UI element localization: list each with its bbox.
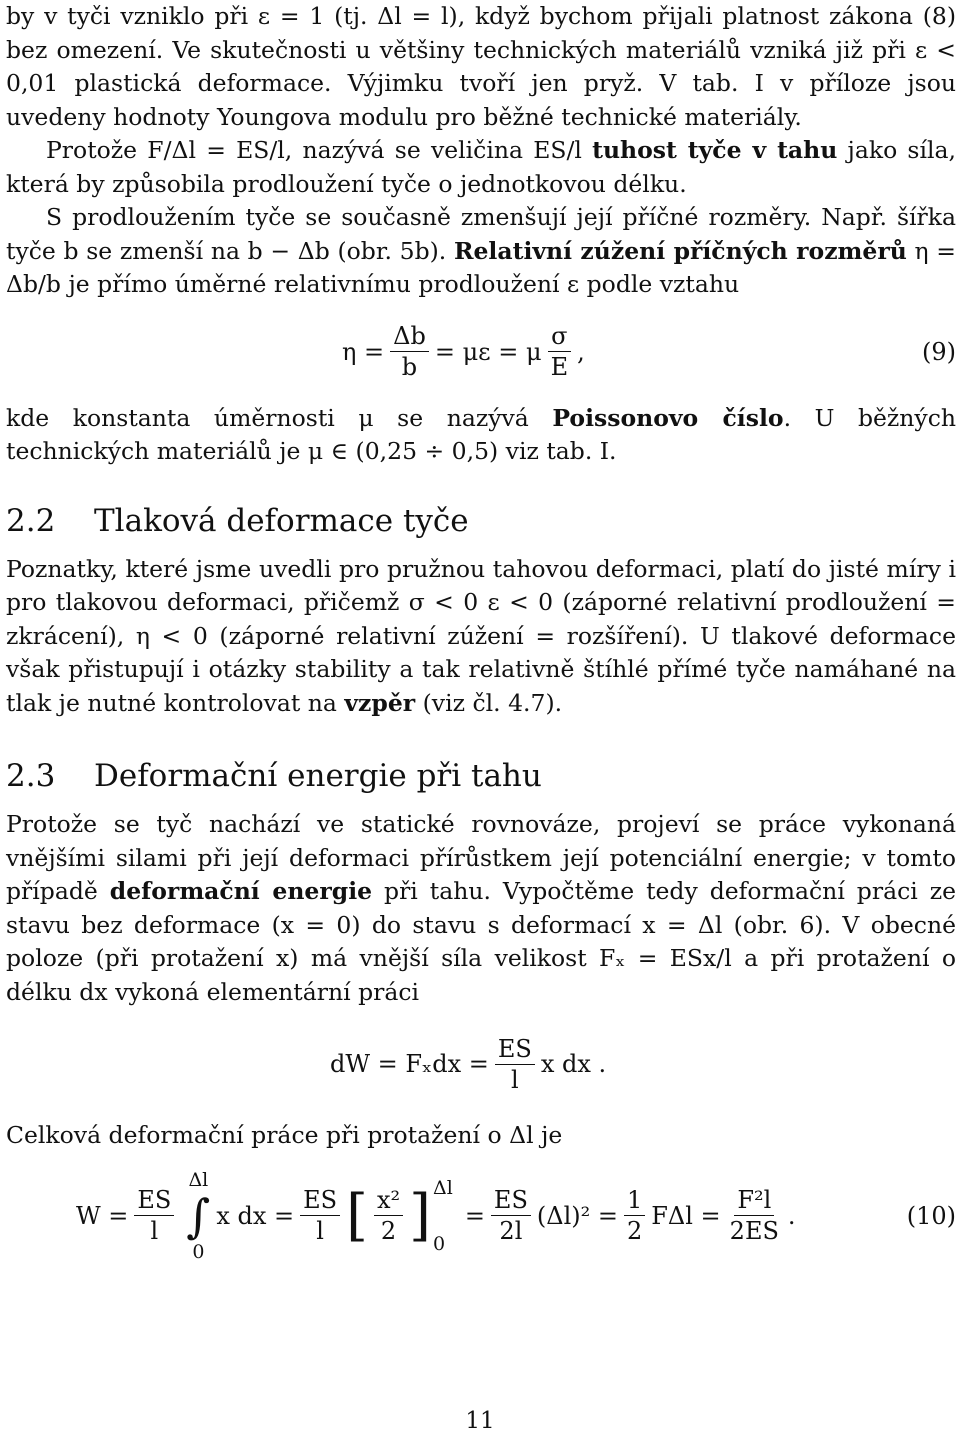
bold-term: deformační energie <box>109 877 373 905</box>
text-run: S prodloužením tyče se současně zmenšují její příčné rozměry. Např. šířka tyče b se zmenší na b − Δb (obr. 5b). <box>6 203 956 265</box>
bold-term: Poissonovo číslo <box>552 403 784 432</box>
fraction <box>390 321 429 382</box>
eq-tail: , <box>577 337 585 366</box>
equation-9 <box>6 302 956 402</box>
denominator: 2l <box>499 1217 523 1245</box>
numerator: σ <box>548 321 570 352</box>
bracket-open: [ <box>346 1182 368 1248</box>
fraction <box>624 1185 645 1246</box>
text-run: Poznatky, které jsme uvedli pro pružnou tahovou deformaci, platí do jisté míry i pro tlakovou deformaci, přičemž σ < 0 ε < 0 (záporné relativní prodloužení = zkrácení), η < 0 (záporné relativní zúžení = rozšíření). U tlakové deformace však přistupují i otázky stability a tak relativně štíhlé přímé tyče namáhané na tlak je nutné kontrolovat na <box>6 554 956 717</box>
fraction <box>727 1185 782 1246</box>
section-number: 2.2 <box>6 502 56 539</box>
bold-term: tuhost tyče v tahu <box>592 136 838 164</box>
denominator: l <box>511 1065 519 1094</box>
fraction <box>300 1185 340 1246</box>
paragraph <box>6 808 956 1009</box>
bold-term: Relativní zúžení příčných rozměrů <box>453 236 907 265</box>
text-run: jako síla, která by způsobila prodloužení tyče o jednotkovou délku. <box>6 136 957 198</box>
eq-tail: . <box>787 1201 796 1230</box>
fraction <box>374 1185 403 1246</box>
numerator: ES <box>134 1185 174 1216</box>
text-run: η = Δb/b je přímo úměrné relativnímu prodloužení ε podle vztahu <box>6 236 956 298</box>
section-heading <box>6 501 956 541</box>
eq-term: FΔl = <box>651 1201 721 1230</box>
equation-number: (9) <box>922 337 956 366</box>
fraction <box>491 1185 531 1246</box>
paragraph <box>6 134 956 201</box>
denominator: 2 <box>626 1217 643 1245</box>
page-number: 11 <box>465 1408 495 1434</box>
text-run: Protože se tyč nachází ve statické rovnováze, projeví se práce vykonaná vnějšími silami při její deformaci přírůstkem její potenciální energie; v tomto případě <box>6 810 956 905</box>
page-content <box>6 0 956 1275</box>
text-run: (viz čl. 4.7). <box>415 688 563 717</box>
integrand: x dx = <box>216 1201 295 1230</box>
paragraph <box>6 553 956 721</box>
numerator: F²l <box>734 1185 774 1216</box>
denominator: l <box>316 1217 324 1245</box>
eval-upper: Δl <box>433 1176 453 1199</box>
eq-lhs: η = <box>342 337 385 366</box>
denominator: 2 <box>380 1217 397 1245</box>
equation-10 <box>6 1157 956 1275</box>
numerator: ES <box>495 1034 535 1065</box>
denominator: l <box>150 1217 159 1245</box>
fraction <box>548 321 572 382</box>
section-title: Deformační energie při tahu <box>94 758 542 794</box>
numerator: Δb <box>390 321 429 352</box>
denominator: E <box>550 353 569 381</box>
integral-lower-limit: 0 <box>192 1240 205 1263</box>
eq-term: (Δl)² = <box>536 1201 618 1230</box>
numerator: ES <box>300 1185 340 1216</box>
paragraph <box>6 201 956 302</box>
eval-lower: 0 <box>433 1232 446 1255</box>
eq-lhs: W = <box>76 1201 129 1230</box>
paragraph: by v tyči vzniklo při ε = 1 (tj. Δl = l), když bychom přijali platnost zákona (8) bez omezení. Ve skutečnosti u většiny technických materiálů vzniká již při ε < 0,01 plastická deformace. Výjimku tvoří jen pryž. V tab. I v příloze jsou uvedeny hodnoty Youngova modulu pro běžné technické materiály. <box>6 2 956 131</box>
bracket-close: ] <box>409 1182 431 1248</box>
fraction <box>134 1185 174 1246</box>
integral <box>186 1170 210 1262</box>
paragraph <box>6 402 956 469</box>
text-run: . U běžných technických materiálů je μ ∈ (0,25 ÷ 0,5) viz tab. I. <box>6 403 956 465</box>
section-heading <box>6 756 956 796</box>
numerator: 1 <box>624 1185 645 1216</box>
bold-term: vzpěr <box>344 688 416 717</box>
eq-lhs: dW = Fₓdx = <box>330 1050 489 1078</box>
eq-mid: = με = μ <box>434 337 542 366</box>
equation-dw <box>6 1009 956 1119</box>
section-title: Tlaková deformace tyče <box>94 502 469 539</box>
text-run: Protože F/Δl = ES/l, nazývá se veličina ES/l <box>46 136 593 164</box>
denominator: 2ES <box>729 1217 779 1245</box>
evaluation-limits <box>433 1177 453 1255</box>
paragraph: Celková deformační práce při protažení o Δl je <box>6 1121 563 1149</box>
text-run: při tahu. Vypočtěme tedy deformační práci ze stavu bez deformace (x = 0) do stavu s deformací x = Δl (obr. 6). V obecné poloze (při protažení x) má vnější síla velikost Fₓ = ESx/l a při protažení o délku dx vykoná elementární práci <box>6 877 956 1006</box>
integral-upper-limit: Δl <box>188 1168 209 1191</box>
text-run: kde konstanta úměrnosti μ se nazývá <box>6 403 553 432</box>
denominator: b <box>401 353 418 381</box>
integral-sign: ∫ <box>186 1188 211 1243</box>
fraction <box>495 1034 535 1095</box>
section-number: 2.3 <box>6 758 56 794</box>
eq-tail: x dx . <box>540 1050 607 1078</box>
equals-sign: = <box>464 1201 485 1230</box>
numerator: ES <box>491 1185 531 1216</box>
numerator: x² <box>374 1185 403 1216</box>
equation-number: (10) <box>906 1201 956 1230</box>
